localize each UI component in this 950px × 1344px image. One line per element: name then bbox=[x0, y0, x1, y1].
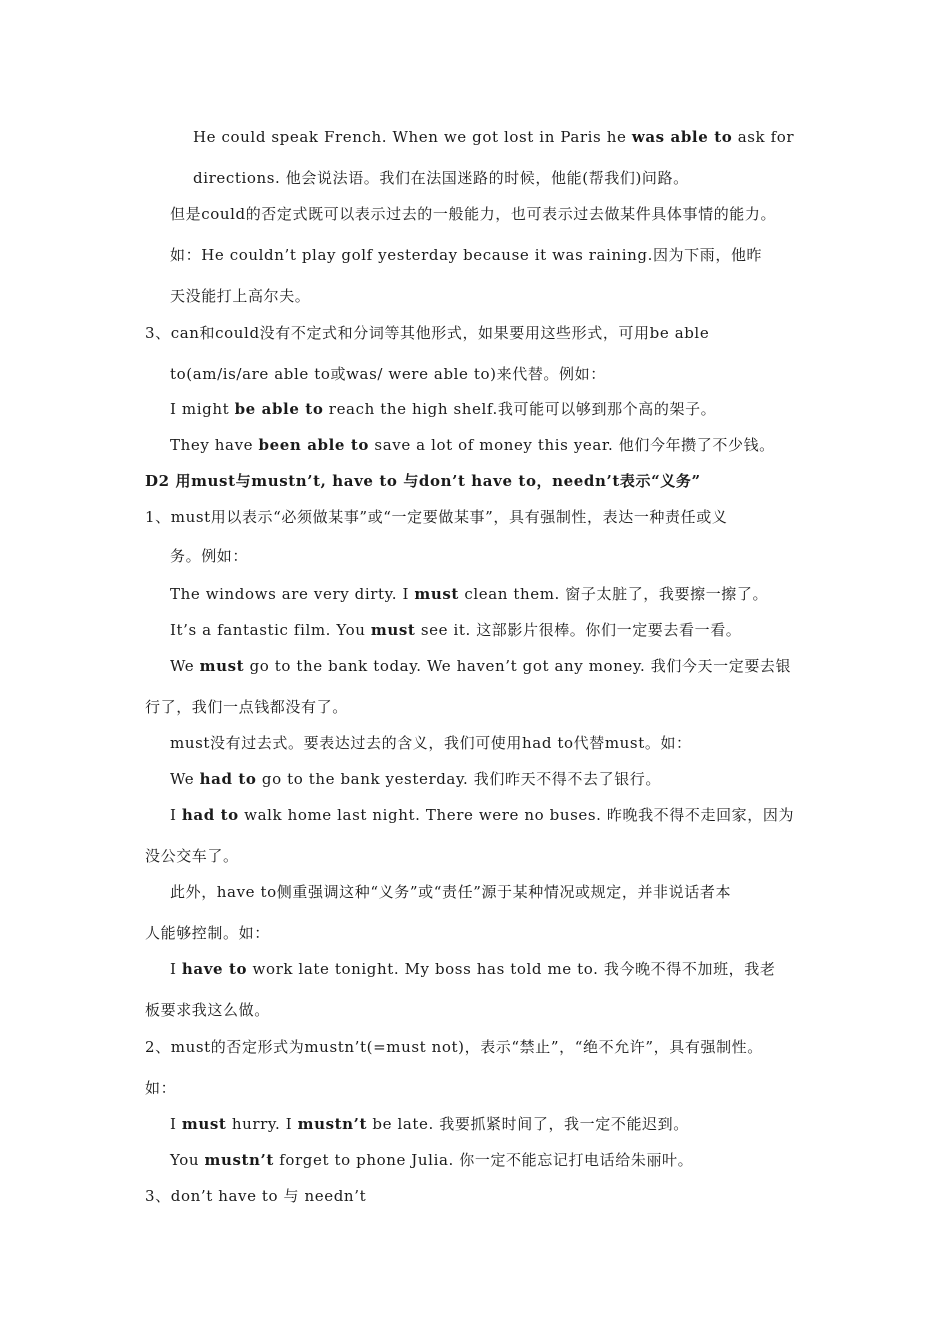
text-line bbox=[145, 697, 348, 717]
text-segment: 没公交车了。 bbox=[145, 847, 239, 865]
text-segment: directions. 他会说法语。我们在法国迷路的时候，他能(帮我们)问路。 bbox=[193, 169, 689, 187]
text-line bbox=[170, 882, 731, 902]
text-line bbox=[170, 286, 310, 306]
text-segment: see it. 这部影片很棒。你们一定要去看一看。 bbox=[415, 621, 742, 639]
text-line bbox=[170, 656, 791, 676]
text-segment: 1、must用以表示“必须做某事”或“一定要做某事”，具有强制性，表达一种责任或义 bbox=[145, 508, 728, 526]
text-line bbox=[170, 245, 762, 265]
text-line bbox=[170, 1150, 693, 1170]
text-segment: walk home last night. There were no buses. 昨晚我不得不走回家，因为 bbox=[238, 806, 795, 824]
text-line bbox=[145, 1186, 366, 1206]
text-line bbox=[170, 435, 775, 455]
text-segment: go to the bank today. We haven’t got any money. 我们今天一定要去银 bbox=[244, 657, 792, 675]
bold-term: have to bbox=[181, 960, 248, 978]
text-line bbox=[145, 323, 709, 343]
text-line bbox=[145, 1078, 176, 1098]
text-segment: 人能够控制。如： bbox=[145, 924, 270, 942]
text-segment: I bbox=[170, 806, 182, 824]
text-segment: clean them. 窗子太脏了，我要擦一擦了。 bbox=[458, 585, 769, 603]
text-segment: hurry. I bbox=[226, 1115, 298, 1133]
text-segment: They have bbox=[170, 436, 259, 454]
text-segment: go to the bank yesterday. 我们昨天不得不去了银行。 bbox=[256, 770, 661, 788]
text-segment: 但是could的否定式既可以表示过去的一般能力，也可表示过去做某件具体事情的能力。 bbox=[170, 205, 777, 223]
bold-term: been able to bbox=[258, 436, 370, 454]
bold-term: was able to bbox=[631, 128, 733, 146]
text-segment: must没有过去式。要表达过去的含义，我们可使用had to代替must。如： bbox=[170, 734, 692, 752]
text-segment: 板要求我这么做。 bbox=[145, 1001, 270, 1019]
text-line bbox=[145, 1000, 270, 1020]
text-segment: We bbox=[170, 657, 200, 675]
text-line bbox=[170, 204, 776, 224]
text-segment: 2、must的否定形式为mustn’t(=must not)，表示“禁止”，“绝不允许”，具有强制性。 bbox=[145, 1038, 763, 1056]
bold-term: had to bbox=[199, 770, 257, 788]
text-line bbox=[170, 546, 248, 566]
text-segment: work late tonight. My boss has told me to. 我今晚不得不加班，我老 bbox=[247, 960, 776, 978]
text-segment: The windows are very dirty. I bbox=[170, 585, 415, 603]
bold-term: must bbox=[370, 621, 416, 639]
bold-term: be able to bbox=[234, 400, 324, 418]
text-line bbox=[170, 1114, 689, 1134]
text-segment: I bbox=[170, 960, 182, 978]
text-segment: reach the high shelf.我可能可以够到那个高的架子。 bbox=[323, 400, 717, 418]
text-line bbox=[145, 507, 727, 527]
text-segment: I bbox=[170, 1115, 182, 1133]
bold-term: had to bbox=[181, 806, 239, 824]
text-segment: It’s a fantastic film. You bbox=[170, 621, 371, 639]
text-line bbox=[193, 168, 689, 188]
bold-term: must bbox=[181, 1115, 227, 1133]
text-line bbox=[145, 923, 270, 943]
bold-term: mustn’t bbox=[204, 1151, 274, 1169]
bold-term: must bbox=[199, 657, 245, 675]
text-segment: 务。例如： bbox=[170, 547, 249, 565]
text-segment: 3、can和could没有不定式和分词等其他形式，如果要用这些形式，可用be able bbox=[145, 324, 710, 342]
text-segment: 如：He couldn’t play golf yesterday because it was raining.因为下雨，他昨 bbox=[170, 246, 763, 264]
text-segment: 如： bbox=[145, 1079, 177, 1097]
bold-term: must bbox=[414, 585, 459, 603]
bold-term: D2 用must与mustn’t, have to 与don’t have to，needn’t表示“义务” bbox=[145, 472, 701, 490]
text-line bbox=[170, 620, 741, 640]
text-line bbox=[145, 471, 701, 491]
text-segment: You bbox=[170, 1151, 205, 1169]
text-line bbox=[145, 846, 239, 866]
text-line bbox=[193, 127, 794, 147]
text-segment: 行了，我们一点钱都没有了。 bbox=[145, 698, 348, 716]
text-segment: He could speak French. When we got lost in Paris he bbox=[193, 128, 632, 146]
text-line bbox=[145, 1037, 763, 1057]
text-segment: I might bbox=[170, 400, 235, 418]
text-segment: 3、don’t have to 与 needn’t bbox=[145, 1187, 367, 1205]
text-line bbox=[170, 733, 692, 753]
text-line bbox=[170, 584, 768, 604]
text-line bbox=[170, 805, 794, 825]
bold-term: mustn’t bbox=[297, 1115, 368, 1133]
text-segment: ask for bbox=[732, 128, 795, 146]
text-line bbox=[170, 769, 661, 789]
text-segment: to(am/is/are able to或was/ were able to)来代替。例如： bbox=[170, 365, 606, 383]
text-segment: forget to phone Julia. 你一定不能忘记打电话给朱丽叶。 bbox=[273, 1151, 694, 1169]
text-line bbox=[170, 364, 606, 384]
text-segment: We bbox=[170, 770, 200, 788]
text-segment: 此外，have to侧重强调这种“义务”或“责任”源于某种情况或规定，并非说话者本 bbox=[170, 883, 732, 901]
text-line bbox=[170, 959, 775, 979]
text-segment: 天没能打上高尔夫。 bbox=[170, 287, 311, 305]
text-line bbox=[170, 399, 716, 419]
text-segment: be late. 我要抓紧时间了，我一定不能迟到。 bbox=[367, 1115, 689, 1133]
text-segment: save a lot of money this year. 他们今年攒了不少钱。 bbox=[369, 436, 775, 454]
